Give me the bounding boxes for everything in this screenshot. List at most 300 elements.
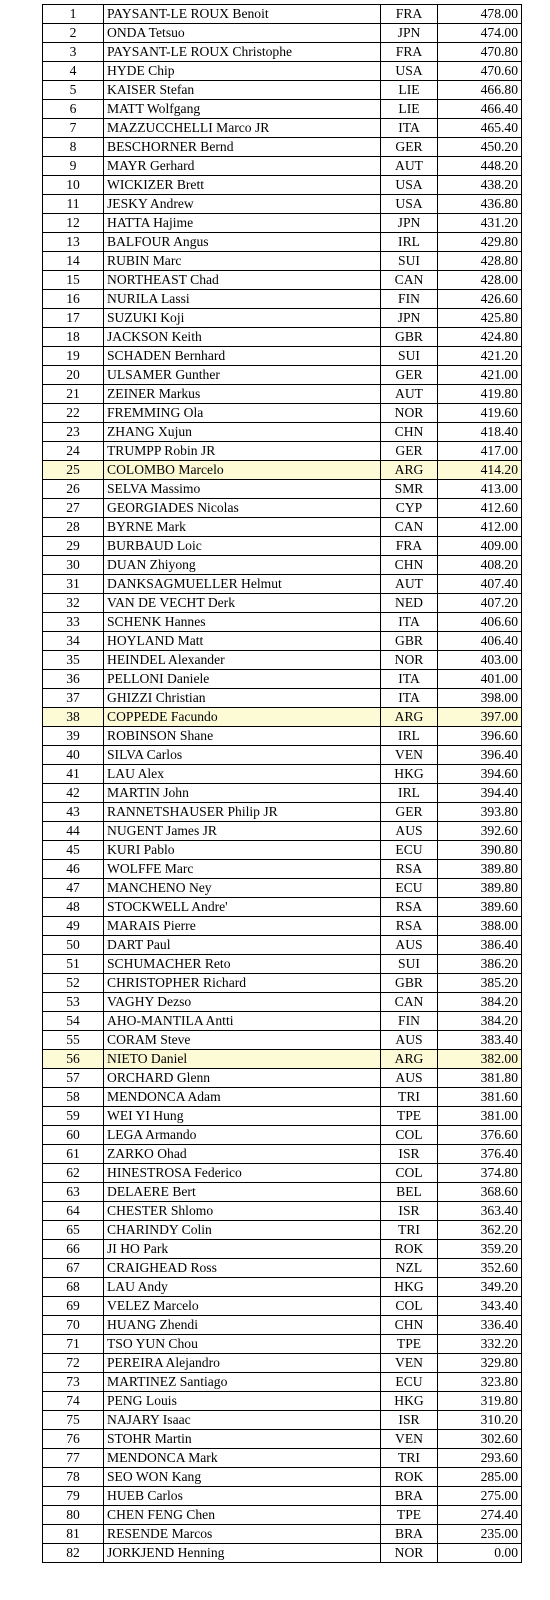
name-cell: MAZZUCCHELLI Marco JR — [104, 119, 381, 138]
score-cell: 448.20 — [438, 157, 522, 176]
rank-cell: 21 — [43, 385, 104, 404]
score-cell: 450.20 — [438, 138, 522, 157]
table-row — [43, 271, 522, 290]
rank-cell: 66 — [43, 1240, 104, 1259]
nation-cell: CHN — [381, 423, 438, 442]
nation-cell: CAN — [381, 271, 438, 290]
name-cell: HATTA Hajime — [104, 214, 381, 233]
score-cell: 425.80 — [438, 309, 522, 328]
table-row — [43, 613, 522, 632]
nation-cell: CAN — [381, 518, 438, 537]
table-row — [43, 480, 522, 499]
score-cell: 396.40 — [438, 746, 522, 765]
name-cell: VAN DE VECHT Derk — [104, 594, 381, 613]
score-cell: 466.40 — [438, 100, 522, 119]
name-cell: MARTINEZ Santiago — [104, 1373, 381, 1392]
table-row — [43, 5, 522, 24]
rank-cell: 14 — [43, 252, 104, 271]
name-cell: MARTIN John — [104, 784, 381, 803]
table-row — [43, 24, 522, 43]
score-cell: 419.60 — [438, 404, 522, 423]
table-row — [43, 1544, 522, 1563]
name-cell: ROBINSON Shane — [104, 727, 381, 746]
name-cell: JORKJEND Henning — [104, 1544, 381, 1563]
rank-cell: 81 — [43, 1525, 104, 1544]
nation-cell: GER — [381, 803, 438, 822]
score-cell: 403.00 — [438, 651, 522, 670]
rank-cell: 32 — [43, 594, 104, 613]
name-cell: PENG Louis — [104, 1392, 381, 1411]
score-cell: 466.80 — [438, 81, 522, 100]
name-cell: DART Paul — [104, 936, 381, 955]
nation-cell: BEL — [381, 1183, 438, 1202]
nation-cell: ECU — [381, 841, 438, 860]
nation-cell: COL — [381, 1297, 438, 1316]
name-cell: SCHENK Hannes — [104, 613, 381, 632]
score-cell: 413.00 — [438, 480, 522, 499]
score-cell: 426.60 — [438, 290, 522, 309]
score-cell: 470.80 — [438, 43, 522, 62]
score-cell: 381.80 — [438, 1069, 522, 1088]
nation-cell: TRI — [381, 1088, 438, 1107]
name-cell: BESCHORNER Bernd — [104, 138, 381, 157]
nation-cell: NOR — [381, 1544, 438, 1563]
score-cell: 392.60 — [438, 822, 522, 841]
table-row — [43, 974, 522, 993]
name-cell: CORAM Steve — [104, 1031, 381, 1050]
nation-cell: AUT — [381, 385, 438, 404]
score-cell: 285.00 — [438, 1468, 522, 1487]
name-cell: PELLONI Daniele — [104, 670, 381, 689]
table-row — [43, 1392, 522, 1411]
name-cell: WEI YI Hung — [104, 1107, 381, 1126]
table-row — [43, 1259, 522, 1278]
table-row — [43, 100, 522, 119]
table-row — [43, 499, 522, 518]
name-cell: HINESTROSA Federico — [104, 1164, 381, 1183]
rank-cell: 10 — [43, 176, 104, 195]
score-cell: 421.00 — [438, 366, 522, 385]
table-row — [43, 157, 522, 176]
table-row — [43, 1297, 522, 1316]
table-row — [43, 43, 522, 62]
table-row — [43, 309, 522, 328]
score-cell: 412.60 — [438, 499, 522, 518]
nation-cell: NOR — [381, 404, 438, 423]
score-cell: 362.20 — [438, 1221, 522, 1240]
name-cell: MANCHENO Ney — [104, 879, 381, 898]
table-row — [43, 879, 522, 898]
rank-cell: 49 — [43, 917, 104, 936]
rank-cell: 40 — [43, 746, 104, 765]
name-cell: ZHANG Xujun — [104, 423, 381, 442]
name-cell: SCHUMACHER Reto — [104, 955, 381, 974]
score-cell: 332.20 — [438, 1335, 522, 1354]
score-cell: 0.00 — [438, 1544, 522, 1563]
rank-cell: 47 — [43, 879, 104, 898]
name-cell: NORTHEAST Chad — [104, 271, 381, 290]
nation-cell: USA — [381, 195, 438, 214]
nation-cell: GBR — [381, 632, 438, 651]
table-row — [43, 936, 522, 955]
results-body — [43, 5, 522, 1563]
nation-cell: AUT — [381, 575, 438, 594]
table-row — [43, 898, 522, 917]
results-table — [42, 4, 522, 1563]
nation-cell: ECU — [381, 879, 438, 898]
table-row — [43, 385, 522, 404]
nation-cell: ITA — [381, 119, 438, 138]
table-row — [43, 575, 522, 594]
score-cell: 359.20 — [438, 1240, 522, 1259]
rank-cell: 71 — [43, 1335, 104, 1354]
name-cell: AHO-MANTILA Antti — [104, 1012, 381, 1031]
table-row — [43, 1221, 522, 1240]
table-row — [43, 651, 522, 670]
table-row — [43, 1050, 522, 1069]
name-cell: VAGHY Dezso — [104, 993, 381, 1012]
rank-cell: 42 — [43, 784, 104, 803]
rank-cell: 77 — [43, 1449, 104, 1468]
name-cell: TRUMPP Robin JR — [104, 442, 381, 461]
rank-cell: 24 — [43, 442, 104, 461]
name-cell: LAU Alex — [104, 765, 381, 784]
name-cell: KAISER Stefan — [104, 81, 381, 100]
name-cell: CHARINDY Colin — [104, 1221, 381, 1240]
score-cell: 394.40 — [438, 784, 522, 803]
score-cell: 431.20 — [438, 214, 522, 233]
nation-cell: LIE — [381, 100, 438, 119]
score-cell: 323.80 — [438, 1373, 522, 1392]
table-row — [43, 1088, 522, 1107]
name-cell: NURILA Lassi — [104, 290, 381, 309]
name-cell: LEGA Armando — [104, 1126, 381, 1145]
nation-cell: CHN — [381, 1316, 438, 1335]
name-cell: NAJARY Isaac — [104, 1411, 381, 1430]
score-cell: 386.20 — [438, 955, 522, 974]
table-row — [43, 784, 522, 803]
nation-cell: HKG — [381, 1392, 438, 1411]
score-cell: 409.00 — [438, 537, 522, 556]
score-cell: 438.20 — [438, 176, 522, 195]
name-cell: BYRNE Mark — [104, 518, 381, 537]
table-row — [43, 1164, 522, 1183]
table-row — [43, 176, 522, 195]
rank-cell: 79 — [43, 1487, 104, 1506]
table-row — [43, 556, 522, 575]
nation-cell: TRI — [381, 1221, 438, 1240]
score-cell: 412.00 — [438, 518, 522, 537]
nation-cell: AUS — [381, 1031, 438, 1050]
nation-cell: GER — [381, 442, 438, 461]
table-row — [43, 423, 522, 442]
rank-cell: 6 — [43, 100, 104, 119]
nation-cell: RSA — [381, 917, 438, 936]
rank-cell: 20 — [43, 366, 104, 385]
score-cell: 363.40 — [438, 1202, 522, 1221]
name-cell: STOHR Martin — [104, 1430, 381, 1449]
nation-cell: ARG — [381, 461, 438, 480]
score-cell: 465.40 — [438, 119, 522, 138]
nation-cell: VEN — [381, 1430, 438, 1449]
nation-cell: TRI — [381, 1449, 438, 1468]
name-cell: GEORGIADES Nicolas — [104, 499, 381, 518]
name-cell: WOLFFE Marc — [104, 860, 381, 879]
table-row — [43, 1183, 522, 1202]
nation-cell: ITA — [381, 613, 438, 632]
nation-cell: FIN — [381, 290, 438, 309]
rank-cell: 64 — [43, 1202, 104, 1221]
rank-cell: 31 — [43, 575, 104, 594]
nation-cell: JPN — [381, 309, 438, 328]
nation-cell: CHN — [381, 556, 438, 575]
nation-cell: AUS — [381, 936, 438, 955]
score-cell: 343.40 — [438, 1297, 522, 1316]
score-cell: 336.40 — [438, 1316, 522, 1335]
score-cell: 376.60 — [438, 1126, 522, 1145]
name-cell: CHESTER Shlomo — [104, 1202, 381, 1221]
rank-cell: 45 — [43, 841, 104, 860]
rank-cell: 76 — [43, 1430, 104, 1449]
name-cell: RESENDE Marcos — [104, 1525, 381, 1544]
rank-cell: 35 — [43, 651, 104, 670]
name-cell: VELEZ Marcelo — [104, 1297, 381, 1316]
name-cell: HEINDEL Alexander — [104, 651, 381, 670]
table-row — [43, 233, 522, 252]
score-cell: 394.60 — [438, 765, 522, 784]
nation-cell: USA — [381, 62, 438, 81]
rank-cell: 43 — [43, 803, 104, 822]
nation-cell: ROK — [381, 1468, 438, 1487]
score-cell: 408.20 — [438, 556, 522, 575]
name-cell: COLOMBO Marcelo — [104, 461, 381, 480]
name-cell: MAYR Gerhard — [104, 157, 381, 176]
nation-cell: TPE — [381, 1506, 438, 1525]
table-row — [43, 252, 522, 271]
score-cell: 329.80 — [438, 1354, 522, 1373]
nation-cell: BRA — [381, 1525, 438, 1544]
rank-cell: 62 — [43, 1164, 104, 1183]
score-cell: 381.60 — [438, 1088, 522, 1107]
score-cell: 235.00 — [438, 1525, 522, 1544]
name-cell: MATT Wolfgang — [104, 100, 381, 119]
table-row — [43, 81, 522, 100]
name-cell: GHIZZI Christian — [104, 689, 381, 708]
name-cell: MARAIS Pierre — [104, 917, 381, 936]
score-cell: 382.00 — [438, 1050, 522, 1069]
table-row — [43, 841, 522, 860]
rank-cell: 15 — [43, 271, 104, 290]
rank-cell: 25 — [43, 461, 104, 480]
score-cell: 386.40 — [438, 936, 522, 955]
score-cell: 418.40 — [438, 423, 522, 442]
rank-cell: 57 — [43, 1069, 104, 1088]
rank-cell: 41 — [43, 765, 104, 784]
table-row — [43, 1316, 522, 1335]
score-cell: 414.20 — [438, 461, 522, 480]
nation-cell: ISR — [381, 1411, 438, 1430]
name-cell: SELVA Massimo — [104, 480, 381, 499]
name-cell: JI HO Park — [104, 1240, 381, 1259]
name-cell: ULSAMER Gunther — [104, 366, 381, 385]
nation-cell: AUS — [381, 1069, 438, 1088]
score-cell: 275.00 — [438, 1487, 522, 1506]
score-cell: 428.00 — [438, 271, 522, 290]
nation-cell: GER — [381, 366, 438, 385]
table-row — [43, 1278, 522, 1297]
nation-cell: VEN — [381, 746, 438, 765]
table-row — [43, 594, 522, 613]
name-cell: HUANG Zhendi — [104, 1316, 381, 1335]
table-row — [43, 442, 522, 461]
rank-cell: 29 — [43, 537, 104, 556]
table-row — [43, 214, 522, 233]
table-row — [43, 822, 522, 841]
rank-cell: 39 — [43, 727, 104, 746]
nation-cell: JPN — [381, 214, 438, 233]
nation-cell: RSA — [381, 898, 438, 917]
rank-cell: 9 — [43, 157, 104, 176]
rank-cell: 33 — [43, 613, 104, 632]
score-cell: 376.40 — [438, 1145, 522, 1164]
score-cell: 374.80 — [438, 1164, 522, 1183]
score-cell: 390.80 — [438, 841, 522, 860]
score-cell: 436.80 — [438, 195, 522, 214]
rank-cell: 75 — [43, 1411, 104, 1430]
nation-cell: SUI — [381, 347, 438, 366]
score-cell: 389.80 — [438, 879, 522, 898]
name-cell: TSO YUN Chou — [104, 1335, 381, 1354]
table-row — [43, 1107, 522, 1126]
name-cell: DUAN Zhiyong — [104, 556, 381, 575]
rank-cell: 82 — [43, 1544, 104, 1563]
table-row — [43, 689, 522, 708]
table-row — [43, 708, 522, 727]
rank-cell: 26 — [43, 480, 104, 499]
table-row — [43, 195, 522, 214]
name-cell: NUGENT James JR — [104, 822, 381, 841]
nation-cell: VEN — [381, 1354, 438, 1373]
rank-cell: 4 — [43, 62, 104, 81]
score-cell: 319.80 — [438, 1392, 522, 1411]
score-cell: 478.00 — [438, 5, 522, 24]
nation-cell: HKG — [381, 765, 438, 784]
nation-cell: USA — [381, 176, 438, 195]
name-cell: RANNETSHAUSER Philip JR — [104, 803, 381, 822]
score-cell: 389.60 — [438, 898, 522, 917]
rank-cell: 17 — [43, 309, 104, 328]
score-cell: 428.80 — [438, 252, 522, 271]
table-row — [43, 993, 522, 1012]
table-row — [43, 746, 522, 765]
rank-cell: 11 — [43, 195, 104, 214]
table-row — [43, 461, 522, 480]
score-cell: 385.20 — [438, 974, 522, 993]
table-row — [43, 1430, 522, 1449]
name-cell: CHRISTOPHER Richard — [104, 974, 381, 993]
nation-cell: IRL — [381, 233, 438, 252]
score-cell: 381.00 — [438, 1107, 522, 1126]
nation-cell: FRA — [381, 537, 438, 556]
score-cell: 406.40 — [438, 632, 522, 651]
nation-cell: JPN — [381, 24, 438, 43]
rank-cell: 19 — [43, 347, 104, 366]
rank-cell: 46 — [43, 860, 104, 879]
name-cell: MENDONCA Mark — [104, 1449, 381, 1468]
nation-cell: COL — [381, 1164, 438, 1183]
rank-cell: 16 — [43, 290, 104, 309]
rank-cell: 22 — [43, 404, 104, 423]
nation-cell: LIE — [381, 81, 438, 100]
table-row — [43, 1354, 522, 1373]
nation-cell: SUI — [381, 955, 438, 974]
name-cell: BALFOUR Angus — [104, 233, 381, 252]
table-row — [43, 518, 522, 537]
score-cell: 424.80 — [438, 328, 522, 347]
name-cell: JACKSON Keith — [104, 328, 381, 347]
name-cell: MENDONCA Adam — [104, 1088, 381, 1107]
name-cell: COPPEDE Facundo — [104, 708, 381, 727]
table-row — [43, 803, 522, 822]
name-cell: STOCKWELL Andre' — [104, 898, 381, 917]
nation-cell: FRA — [381, 43, 438, 62]
name-cell: NIETO Daniel — [104, 1050, 381, 1069]
rank-cell: 60 — [43, 1126, 104, 1145]
nation-cell: NED — [381, 594, 438, 613]
table-row — [43, 1506, 522, 1525]
table-row — [43, 1487, 522, 1506]
nation-cell: ROK — [381, 1240, 438, 1259]
name-cell: BURBAUD Loic — [104, 537, 381, 556]
nation-cell: ISR — [381, 1145, 438, 1164]
rank-cell: 51 — [43, 955, 104, 974]
name-cell: HYDE Chip — [104, 62, 381, 81]
nation-cell: GBR — [381, 328, 438, 347]
table-row — [43, 1031, 522, 1050]
nation-cell: ISR — [381, 1202, 438, 1221]
score-cell: 384.20 — [438, 993, 522, 1012]
rank-cell: 54 — [43, 1012, 104, 1031]
score-cell: 389.80 — [438, 860, 522, 879]
score-cell: 384.20 — [438, 1012, 522, 1031]
nation-cell: NOR — [381, 651, 438, 670]
score-cell: 421.20 — [438, 347, 522, 366]
table-row — [43, 860, 522, 879]
nation-cell: AUT — [381, 157, 438, 176]
rank-cell: 63 — [43, 1183, 104, 1202]
rank-cell: 34 — [43, 632, 104, 651]
name-cell: HUEB Carlos — [104, 1487, 381, 1506]
table-row — [43, 727, 522, 746]
nation-cell: FRA — [381, 5, 438, 24]
nation-cell: RSA — [381, 860, 438, 879]
table-row — [43, 138, 522, 157]
score-cell: 352.60 — [438, 1259, 522, 1278]
nation-cell: FIN — [381, 1012, 438, 1031]
rank-cell: 28 — [43, 518, 104, 537]
name-cell: SUZUKI Koji — [104, 309, 381, 328]
rank-cell: 44 — [43, 822, 104, 841]
name-cell: PEREIRA Alejandro — [104, 1354, 381, 1373]
score-cell: 293.60 — [438, 1449, 522, 1468]
score-cell: 349.20 — [438, 1278, 522, 1297]
nation-cell: GBR — [381, 974, 438, 993]
table-row — [43, 347, 522, 366]
nation-cell: ARG — [381, 708, 438, 727]
score-cell: 310.20 — [438, 1411, 522, 1430]
score-cell: 274.40 — [438, 1506, 522, 1525]
rank-cell: 67 — [43, 1259, 104, 1278]
